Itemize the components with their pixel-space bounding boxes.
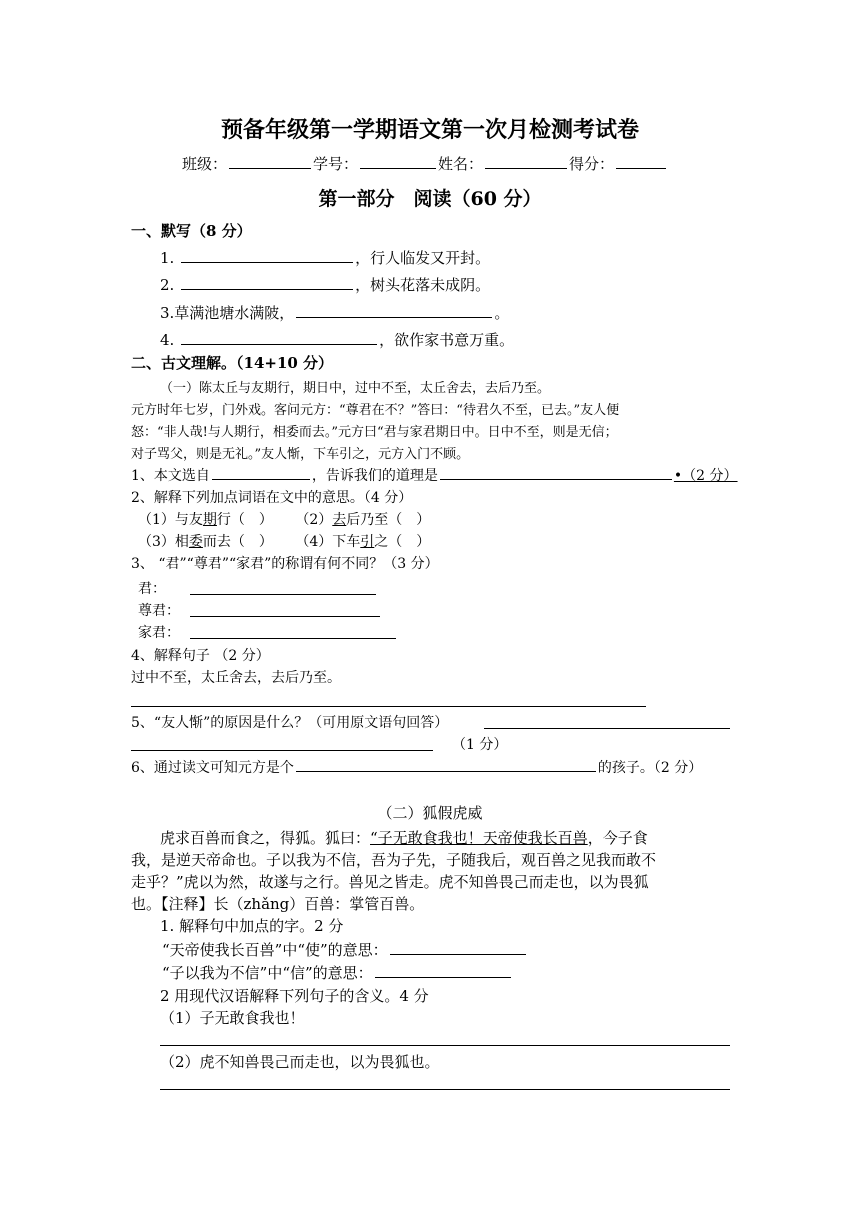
source-blank[interactable]: [212, 478, 310, 480]
name-label: 姓名：: [438, 155, 484, 173]
q3-blank-zunjun[interactable]: [190, 616, 380, 617]
q2-item-4: （4）下车引之（ ）: [295, 534, 431, 550]
fox-q2b-answer-line[interactable]: [160, 1089, 730, 1090]
passage-line: 怒：“非人哉!与人期行，相委而去。”元方曰“君与家君期日中。日中不至，则是无信；: [131, 425, 618, 440]
q-end: 。: [494, 304, 510, 322]
dictation-q3: [160, 302, 509, 323]
reading-q2-row1: [138, 509, 430, 529]
q3-label-jun: 君：: [138, 581, 166, 597]
passage-line: （一）陈太丘与友期行，期日中，过中不至，太丘舍去，去后乃至。: [160, 381, 551, 396]
reading-q5: [131, 712, 448, 732]
fox-q1b: “子以我为不信”中“信”的意思：: [162, 962, 513, 983]
score-label: 得分：: [569, 155, 615, 173]
lesson-blank[interactable]: [440, 478, 672, 480]
answer-blank[interactable]: [181, 343, 377, 345]
q-text: 3.草满池塘水满陂，: [160, 304, 295, 322]
answer-blank[interactable]: [296, 316, 492, 318]
reading-q2: 2、解释下列加点词语在文中的意思。（4 分）: [131, 490, 413, 506]
q-text: 6、通过读文可知元方是个: [131, 760, 294, 776]
shi-meaning-blank[interactable]: [390, 953, 526, 955]
q-text: ，树头花落未成阴。: [355, 276, 491, 294]
xin-meaning-blank[interactable]: [375, 976, 511, 978]
q-text: ，告诉我们的道理是: [311, 468, 438, 484]
fox-q2a-answer-line[interactable]: [160, 1045, 730, 1046]
student-id-label: 学号：: [313, 155, 359, 173]
q4-sentence: 过中不至，太丘舍去，去后乃至。: [131, 670, 341, 686]
score-blank[interactable]: [616, 167, 666, 169]
class-label: 班级：: [182, 155, 228, 173]
dictation-q2: [160, 274, 490, 295]
q-text: 1、本文选自: [131, 468, 210, 484]
q3-label-zunjun: 尊君：: [138, 603, 180, 619]
q-text: ，欲作家书意万重。: [379, 331, 515, 349]
class-blank[interactable]: [229, 167, 311, 169]
reading-q6: [131, 757, 702, 777]
fox-q2: 2 用现代汉语解释下列句子的含义。4 分: [160, 987, 429, 1005]
part-title: 第一部分 阅读（60 分）: [318, 188, 542, 210]
answer-blank[interactable]: [181, 261, 353, 263]
q3-blank-jiajun[interactable]: [190, 638, 396, 639]
name-blank[interactable]: [485, 167, 567, 169]
fox-q1: 1. 解释句中加点的字。2 分: [160, 917, 344, 935]
dictation-q1: [160, 247, 490, 268]
section-1-heading: 一、默写（8 分）: [131, 222, 252, 240]
passage-2-title: （二）狐假虎威: [377, 804, 483, 822]
q-number: 2.: [160, 276, 175, 294]
fox-q2a: （1）子无敢食我也！: [160, 1009, 305, 1027]
q3-label-jiajun: 家君：: [138, 625, 180, 641]
section-2-heading: 二、古文理解。（14+10 分）: [131, 354, 334, 372]
dictation-q4: [160, 329, 514, 350]
q4-answer-line[interactable]: [131, 706, 646, 707]
fox-q1a: “天帝使我长百兽”中“使”的意思：: [162, 939, 528, 960]
q2-item-3: （3）相委而去（ ）: [138, 534, 273, 550]
passage-line: 元方时年七岁，门外戏。客问元方：“尊君在不？”答曰：“待君久不至，已去。”友人便: [131, 403, 620, 418]
q-text: 的孩子。（2 分）: [597, 760, 703, 776]
reading-q2-row2: [138, 531, 430, 551]
q-score: •（2 分）: [673, 468, 738, 484]
passage-2-line: 走乎？”虎以为然，故遂与之行。兽见之皆走。虎不知兽畏己而走也，以为畏狐: [131, 873, 649, 891]
q6-blank[interactable]: [296, 770, 596, 772]
student-id-blank[interactable]: [360, 167, 436, 169]
q-text: ，行人临发又开封。: [355, 249, 491, 267]
reading-q1: [131, 465, 738, 485]
reading-q3: 3、 “君”“尊君”“家君”的称谓有何不同？（3 分）: [131, 556, 439, 572]
passage-2-line: 我，是逆天帝命也。子以我为不信，吾为子先，子随我后，观百兽之见我而敢不: [131, 851, 657, 869]
q2-item-2: （2）去后乃至（ ）: [295, 512, 431, 528]
reading-q4: 4、解释句子 （2 分）: [131, 648, 270, 664]
answer-blank[interactable]: [181, 288, 353, 290]
passage-line: 对子骂父，则是无礼。”友人惭，下车引之，元方入门不顾。: [131, 447, 470, 462]
q5-answer-line-1[interactable]: [484, 728, 730, 729]
q5-score: （1 分）: [452, 737, 508, 753]
q-text: 5、“友人惭”的原因是什么？（可用原文语句回答）: [131, 715, 449, 731]
page-title: 预备年级第一学期语文第一次月检测考试卷: [220, 117, 639, 143]
q-number: 1.: [160, 249, 175, 267]
student-info-line: [182, 153, 668, 174]
q-number: 4.: [160, 331, 175, 349]
passage-2-line: 也。【注释】长（zhǎng）百兽：掌管百兽。: [131, 895, 425, 913]
q2-item-1: （1）与友期行（ ）: [138, 512, 273, 528]
passage-2-line: 虎求百兽而食之，得狐。狐曰：“子无敢食我也！天帝使我长百兽，今子食: [160, 829, 648, 847]
q5-answer-line-2[interactable]: [131, 750, 433, 751]
fox-q2b: （2）虎不知兽畏己而走也，以为畏狐也。: [160, 1053, 440, 1071]
q3-blank-jun[interactable]: [190, 594, 376, 595]
